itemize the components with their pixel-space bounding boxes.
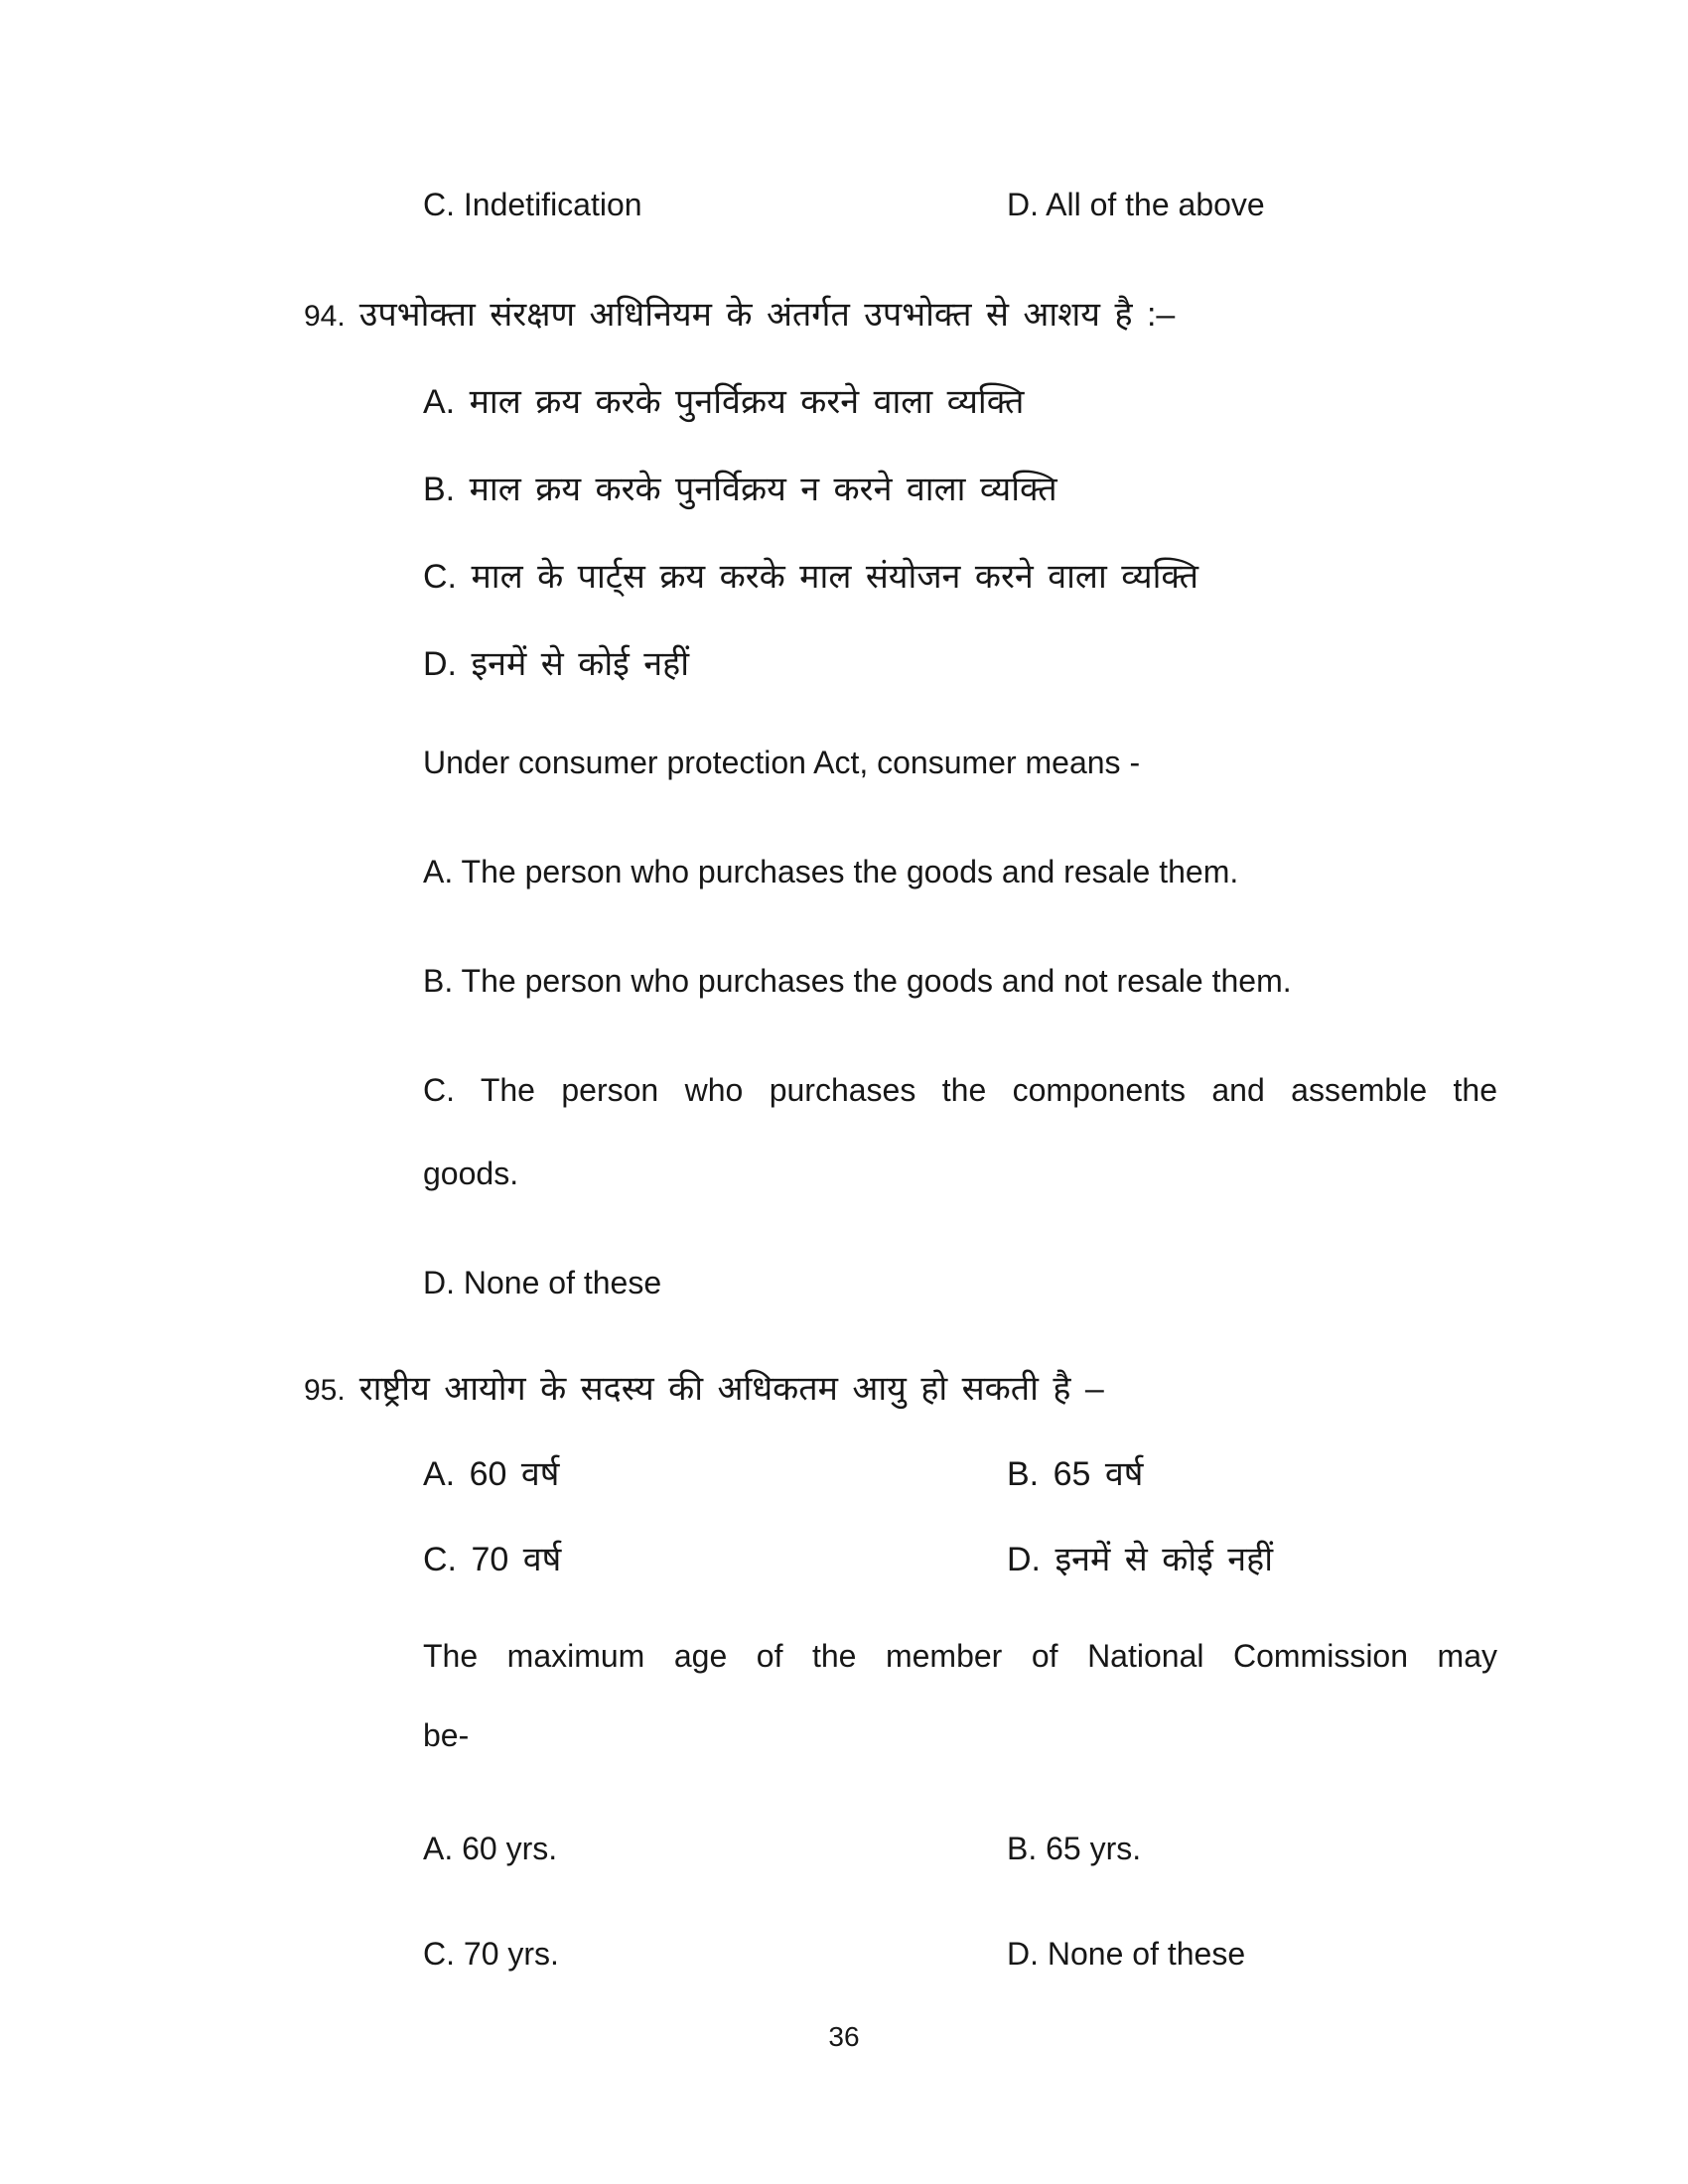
q95-option-a-hindi: A. 60 वर्ष [423,1455,560,1493]
q95-option-d-hindi: D. इनमें से कोई नहीं [1007,1541,1274,1578]
q95-option-c-english: C. 70 yrs. [423,1936,559,1972]
q93-option-c: C. Indetification [423,187,642,222]
q94-question-english: Under consumer protection Act, consumer means - [423,745,1141,780]
q95-option-b-hindi: B. 65 वर्ष [1007,1455,1144,1493]
q95-option-b-english: B. 65 yrs. [1007,1831,1142,1866]
q95-number: 95. [304,1374,346,1407]
q95-question-hindi-text: राष्ट्रीय आयोग के सदस्य की अधिकतम आयु हो सकती है – [358,1370,1104,1408]
q94-option-b-hindi: B. माल क्रय करके पुनर्विक्रय न करने वाला व्यक्ति [423,471,1057,508]
q94-option-a-english: A. The person who purchases the goods and resale them. [423,854,1239,889]
q95-question-hindi [304,1368,1104,1411]
q94-option-b-english: B. The person who purchases the goods and not resale them. [423,963,1292,999]
page-number: 36 [828,2021,860,2052]
q95-option-d-english: D. None of these [1007,1936,1246,1972]
q94-option-d-hindi: D. इनमें से कोई नहीं [423,645,690,683]
q95-option-c-hindi: C. 70 वर्ष [423,1541,562,1578]
q94-option-c-english-line2: goods. [423,1156,519,1191]
q94-option-c-hindi: C. माल के पार्ट्स क्रय करके माल संयोजन करने वाला व्यक्ति [423,558,1198,596]
q94-number: 94. [304,300,346,333]
q94-option-a-hindi: A. माल क्रय करके पुनर्विक्रय करने वाला व्यक्ति [423,383,1025,421]
q95-question-english-line1: The maximum age of the member of National Commission may [423,1638,1497,1674]
q94-option-d-english: D. None of these [423,1265,662,1300]
q94-option-c-english-line1: C. The person who purchases the components and assemble the [423,1072,1497,1108]
q95-question-english-line2: be- [423,1717,470,1753]
q95-option-a-english: A. 60 yrs. [423,1831,558,1866]
q93-option-d: D. All of the above [1007,187,1265,222]
q94-question-hindi-text: उपभोक्ता संरक्षण अधिनियम के अंतर्गत उपभोक्त से आशय है :– [358,296,1176,334]
q94-question-hindi [304,294,1175,337]
